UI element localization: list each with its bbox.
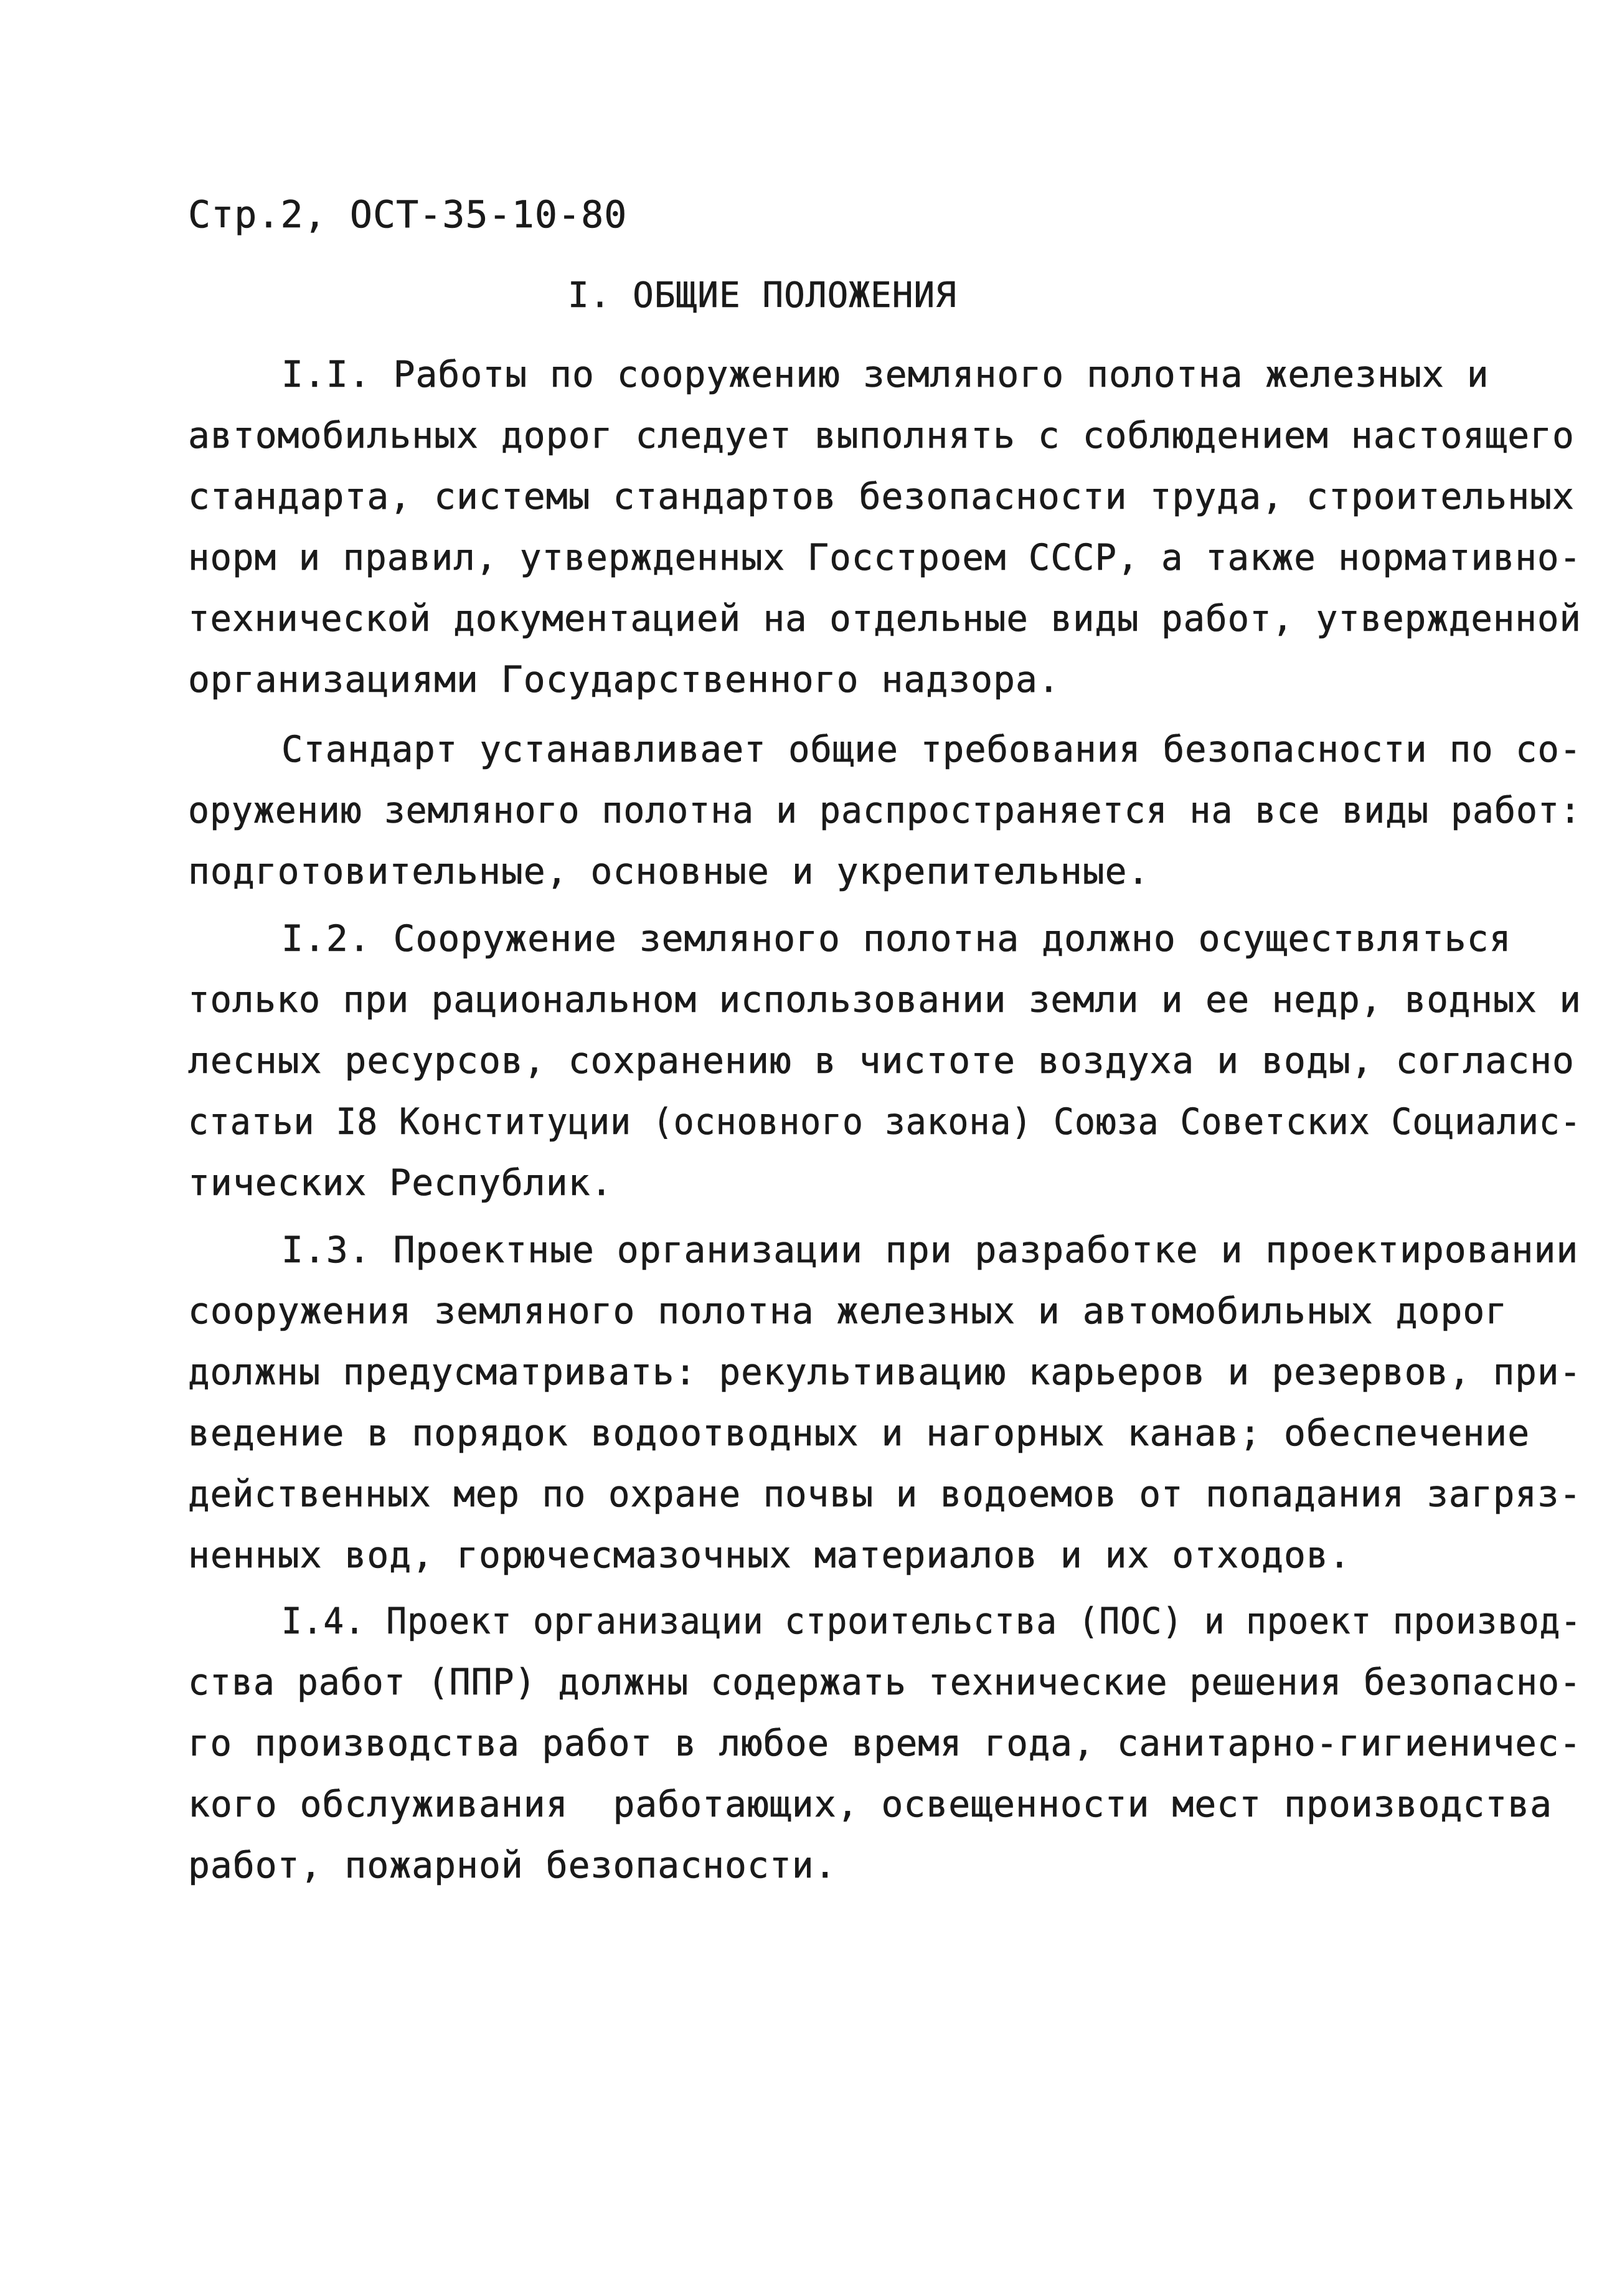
text-line-11: только при рациональном использовании земли и ее недр, водных и [188,978,1582,1021]
text-line-3: стандарта, системы стандартов безопасности труда, строительных [188,475,1575,517]
text-line-10: I.2. Сооружение земляного полотна должно осуществляться [281,917,1512,960]
text-line-7: Стандарт устанавливает общие требования безопасности по со- [281,728,1582,770]
text-line-4: норм и правил, утвержденных Госстроем СССР, а также нормативно- [188,536,1582,579]
text-line-6: организациями Государственного надзора. [188,658,1060,701]
text-line-23: го производства работ в любое время года, санитарно-гигиеничес- [188,1722,1582,1764]
text-line-12: лесных ресурсов, сохранению в чистоте воздуха и воды, согласно [188,1039,1575,1082]
text-line-9: подготовительные, основные и укрепительные. [188,850,1150,892]
text-line-5: технической документацией на отдельные виды работ, утвержденной [188,597,1582,640]
page-header: Стр.2, ОСТ-35-10-80 [188,193,628,237]
text-line-16: сооружения земляного полотна железных и автомобильных дорог [188,1290,1508,1332]
text-line-19: действенных мер по охране почвы и водоемов от попадания загряз- [188,1473,1582,1515]
text-line-20: ненных вод, горючесмазочных материалов и их отходов. [188,1534,1351,1576]
text-line-25: работ, пожарной безопасности. [188,1844,837,1886]
text-line-8: оружению земляного полотна и распространяется на все виды работ: [188,789,1581,831]
text-line-1: I.I. Работы по сооружению земляного полотна железных и [281,353,1489,395]
text-line-2: автомобильных дорог следует выполнять с соблюдением настоящего [188,414,1575,456]
text-line-17: должны предусматривать: рекультивацию карьеров и резервов, при- [188,1351,1582,1393]
section-title: I. ОБЩИЕ ПОЛОЖЕНИЯ [568,275,957,316]
text-line-21: I.4. Проект организации строительства (ПОС) и проект производ- [281,1600,1582,1642]
text-line-13: статьи I8 Конституции (основного закона) Союза Советских Социалис- [188,1100,1581,1143]
text-line-14: тических Республик. [188,1161,613,1204]
text-line-15: I.3. Проектные организации при разработке и проектировании [281,1229,1579,1271]
text-line-22: ства работ (ППР) должны содержать технические решения безопасно- [188,1661,1581,1703]
text-line-18: ведение в порядок водоотводных и нагорных канав; обеспечение [188,1412,1530,1454]
text-line-24: кого обслуживания работающих, освещенности мест производства [188,1783,1553,1825]
